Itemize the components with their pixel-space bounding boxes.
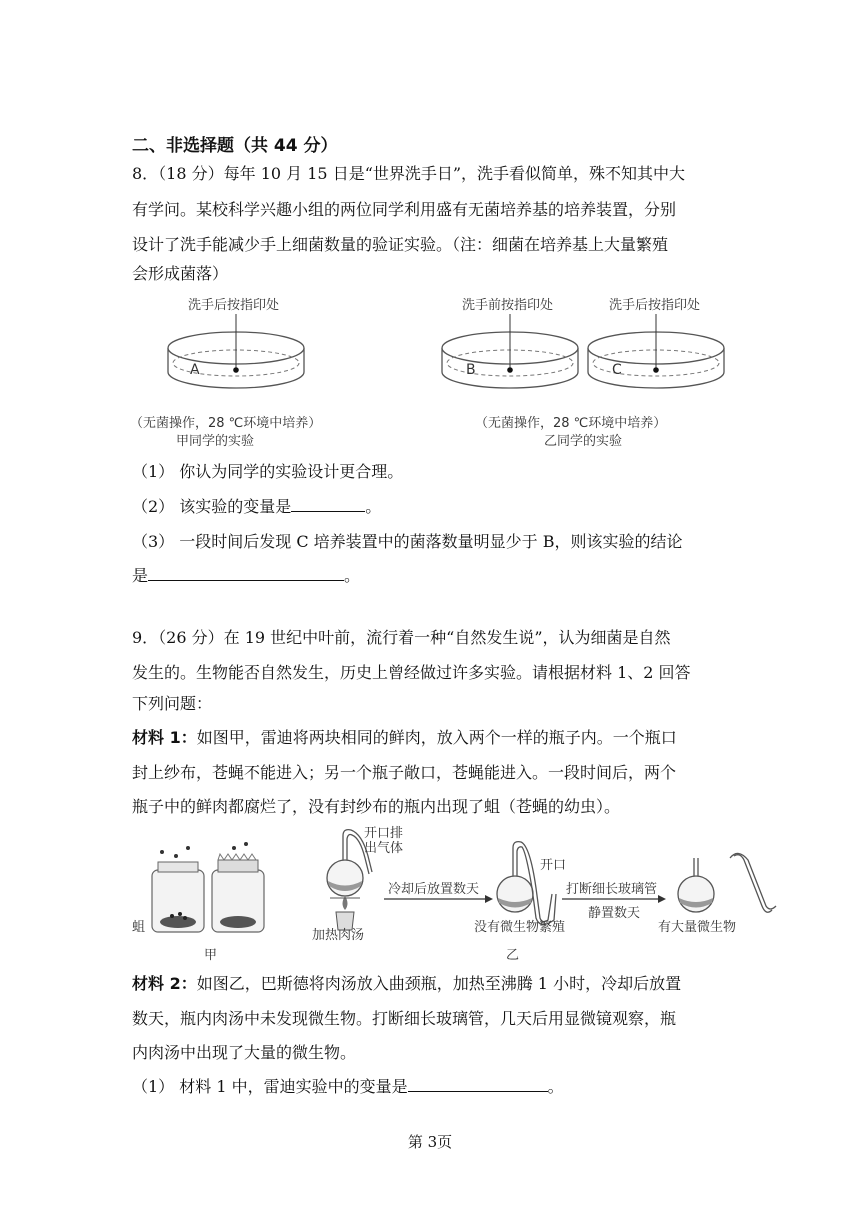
q9-line-3: 下列问题： <box>132 694 213 713</box>
q8-sub3-text: 是 <box>132 566 149 585</box>
dish-c-letter: C <box>612 362 622 378</box>
right-caption: 乙同学的实验 <box>544 434 623 449</box>
many-microbes-label: 有大量微生物 <box>658 920 737 935</box>
q9-line-2: 发生的。生物能否自然发生，历史上曾经做过许多实验。请根据材料 1、2 回答 <box>132 663 691 682</box>
material-2-text: 如图乙，巴斯德将肉汤放入曲颈瓶，加热至沸腾 1 小时，冷却后放置 <box>196 974 682 993</box>
q9-sub1-end: 。 <box>547 1077 564 1096</box>
figure-yi-caption: 乙 <box>506 948 520 963</box>
material-2-label: 材料 2： <box>132 974 197 993</box>
q9-sub1-text: （1） 材料 1 中，雷迪实验中的变量是 <box>132 1077 408 1096</box>
heat-broth-label: 加热肉汤 <box>312 928 365 943</box>
q8-sub2-end: 。 <box>365 497 382 516</box>
material-1-label: 材料 1： <box>132 728 197 747</box>
q9-material-1-line-3: 瓶子中的鲜肉都腐烂了，没有封纱布的瓶内出现了蛆（苍蝇的幼虫）。 <box>132 797 621 816</box>
jar-covered <box>152 846 204 932</box>
q8-sub2-text: （2） 该实验的变量是 <box>132 497 292 516</box>
q8-figure <box>130 290 730 450</box>
petri-dish-c <box>588 314 724 388</box>
q8-sub3-line-2 <box>132 564 360 588</box>
q8-line-4: 会形成菌落） <box>132 264 229 283</box>
q9-material-1-line-1 <box>132 726 677 750</box>
q8-sub3-answer-blank[interactable] <box>148 564 344 581</box>
dish-b-letter: B <box>466 362 476 378</box>
q8-sub3-line-1: （3） 一段时间后发现 C 培养装置中的菌落数量明显少于 B，则该实验的结论 <box>132 532 683 551</box>
dish-a-label: 洗手后按指印处 <box>188 298 280 313</box>
q9-figure <box>130 826 780 966</box>
q8-sub1: （1） 你认为同学的实验设计更合理。 <box>132 462 404 481</box>
q9-line-1: 9．（26 分）在 19 世纪中叶前，流行着一种“自然发生说”，认为细菌是自然 <box>132 628 671 647</box>
q9-sub1 <box>132 1075 564 1099</box>
petri-dish-b <box>442 314 578 388</box>
q9-material-1-line-2: 封上纱布，苍蝇不能进入；另一个瓶子敞口，苍蝇能进入。一段时间后，两个 <box>132 763 677 782</box>
q8-line-3: 设计了洗手能减少手上细菌数量的验证实验。（注：细菌在培养基上大量繁殖 <box>132 235 669 254</box>
stand-days-label: 静置数天 <box>588 906 641 921</box>
section-heading: 二、非选择题（共 44 分） <box>132 136 338 156</box>
material-1-text: 如图甲，雷迪将两块相同的鲜肉，放入两个一样的瓶子内。一个瓶口 <box>196 728 677 747</box>
right-culture-note: （无菌操作，28 ℃环境中培养） <box>475 416 667 431</box>
flask-broken-neck <box>678 853 776 912</box>
q9-material-2-line-1 <box>132 972 681 996</box>
cool-days-label: 冷却后放置数天 <box>388 882 480 897</box>
dish-c-label: 洗手后按指印处 <box>609 298 701 313</box>
q8-sub2-answer-blank[interactable] <box>291 495 365 512</box>
q9-sub1-answer-blank[interactable] <box>408 1075 548 1092</box>
q8-line-2: 有学问。某校科学兴趣小组的两位同学利用盛有无菌培养基的培养装置，分别 <box>132 200 677 219</box>
open-vent-label: 开口排 出气体 <box>364 826 404 856</box>
q8-sub2 <box>132 495 381 519</box>
left-culture-note: （无菌操作，28 ℃环境中培养） <box>130 416 322 431</box>
q8-sub3-end: 。 <box>344 566 361 585</box>
petri-dish-a <box>168 314 304 388</box>
q9-material-2-line-3: 内肉汤中出现了大量的微生物。 <box>132 1043 357 1062</box>
left-caption: 甲同学的实验 <box>176 434 255 449</box>
open-mouth-label: 开口 <box>540 858 567 873</box>
maggot-label: 蛆 <box>132 920 146 935</box>
q8-line-1: 8．（18 分）每年 10 月 15 日是“世界洗手日”，洗手看似简单，殊不知其中大 <box>132 164 686 183</box>
q9-material-2-line-2: 数天，瓶内肉汤中未发现微生物。打断细长玻璃管，几天后用显微镜观察，瓶 <box>132 1009 677 1028</box>
figure-jia-caption: 甲 <box>204 948 218 963</box>
break-tube-label: 打断细长玻璃管 <box>566 882 658 897</box>
dish-a-letter: A <box>190 362 200 378</box>
dish-b-label: 洗手前按指印处 <box>462 298 554 313</box>
jar-open <box>212 842 264 932</box>
no-microbes-label: 没有微生物繁殖 <box>474 920 566 935</box>
page-number: 第 3页 <box>407 1133 453 1151</box>
